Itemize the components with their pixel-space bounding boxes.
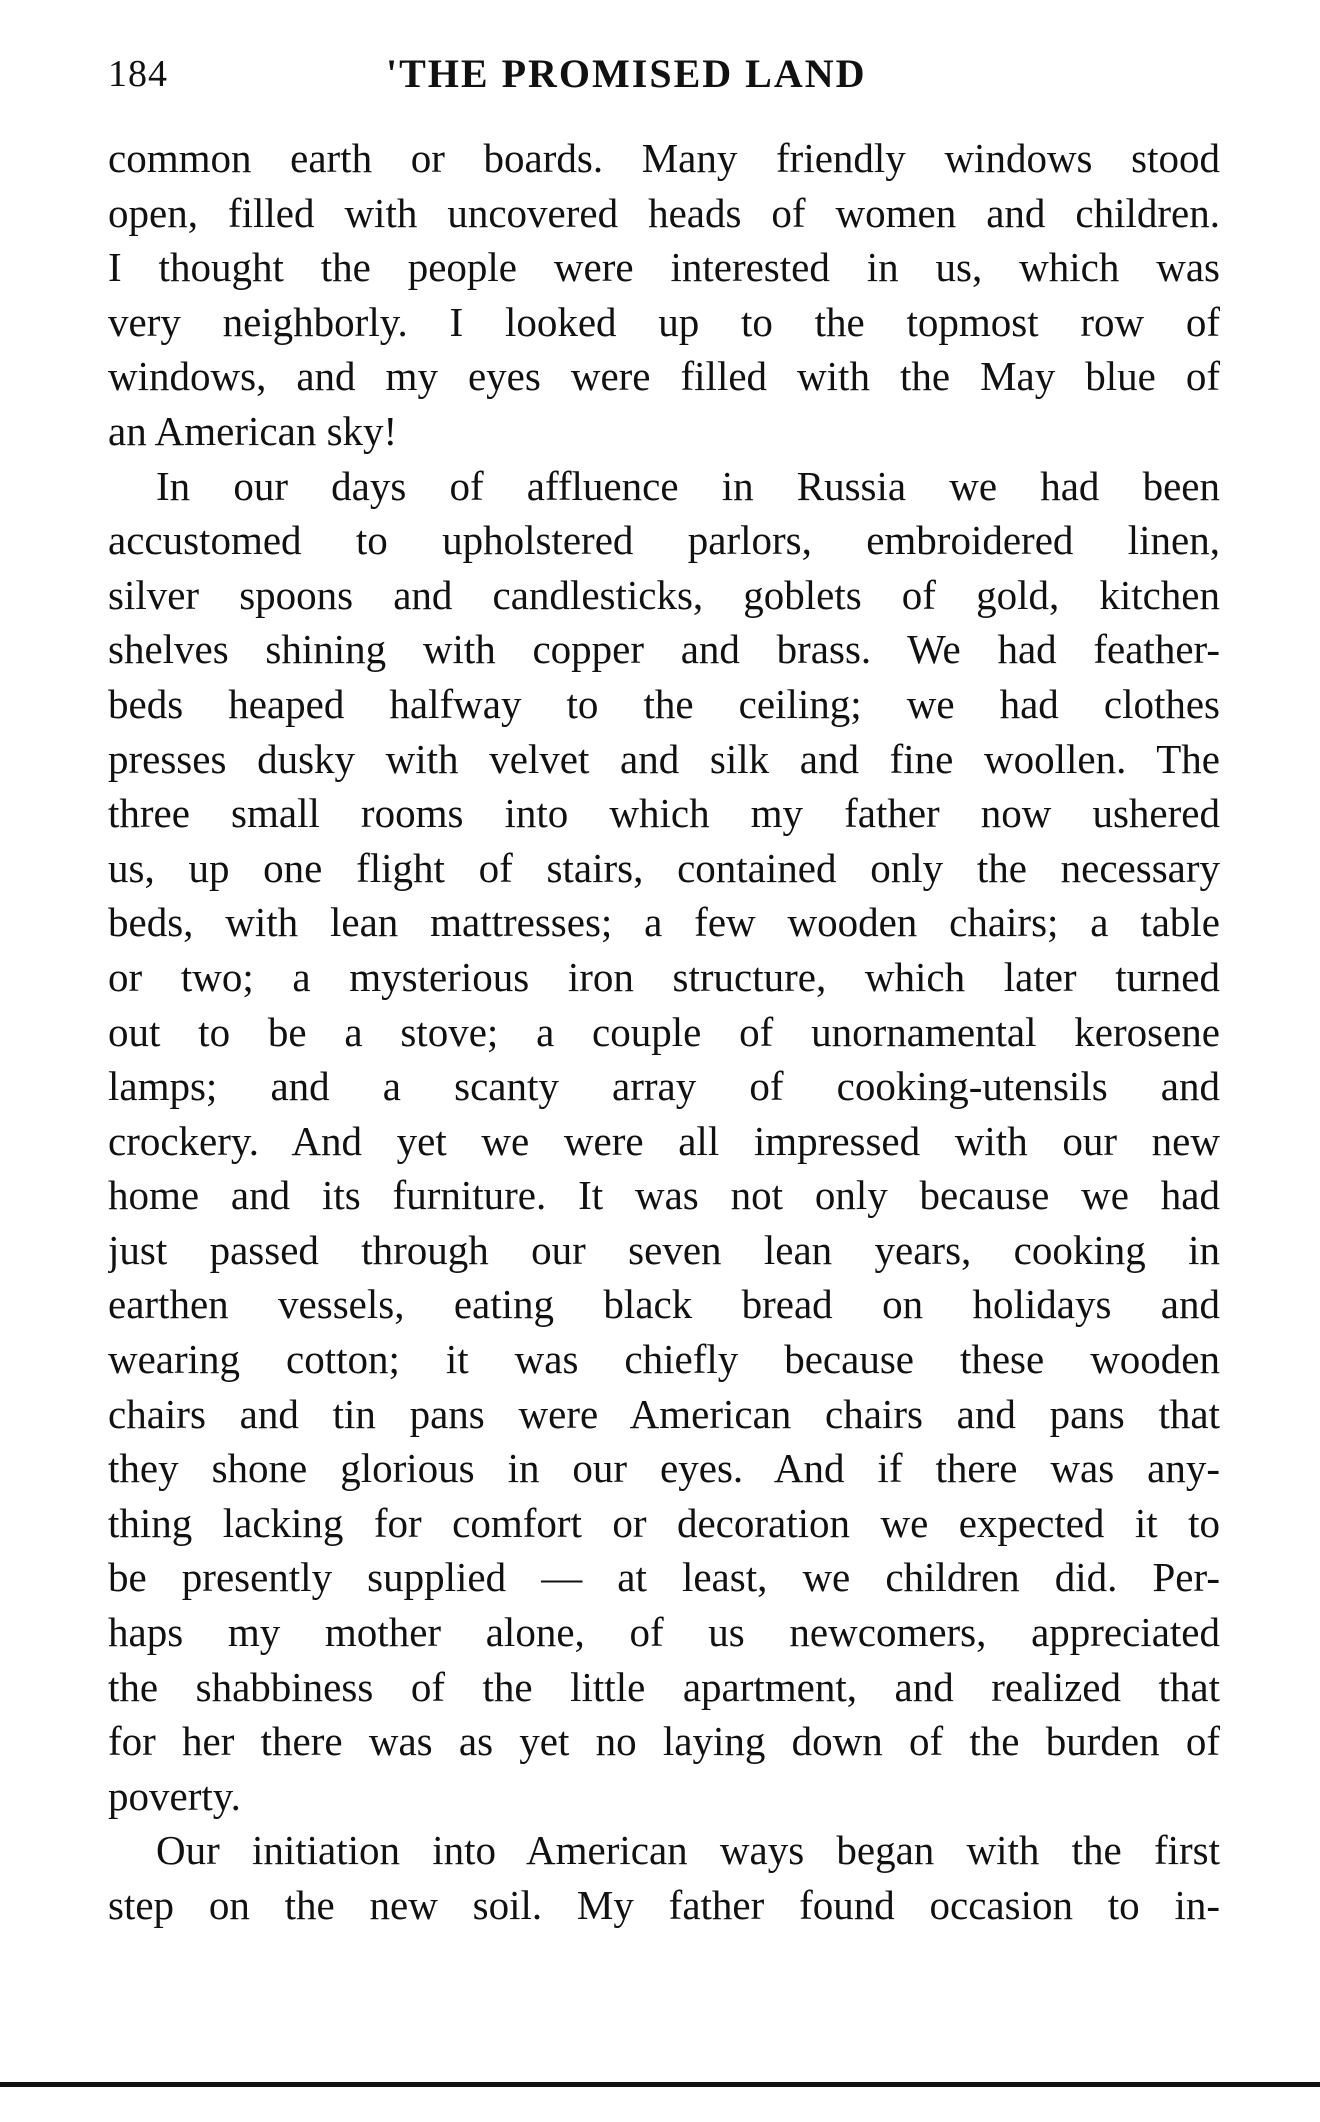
text-line: accustomed to upholstered parlors, embroidered linen,: [108, 517, 1220, 564]
text-line: three small rooms into which my father now ushered: [108, 790, 1220, 837]
text-line: beds, with lean mattresses; a few wooden chairs; a table: [108, 899, 1220, 946]
text-line: very neighborly. I looked up to the topmost row of: [108, 298, 1220, 345]
text-line: haps my mother alone, of us newcomers, appreciated: [108, 1609, 1220, 1656]
page-number: 184: [108, 53, 168, 95]
text-line: I thought the people were interested in us, which was: [108, 244, 1220, 291]
text-line: or two; a mysterious iron structure, which later turned: [108, 953, 1220, 1000]
text-line: just passed through our seven lean years, cooking in: [108, 1226, 1220, 1273]
text-line: silver spoons and candlesticks, goblets of gold, kitchen: [108, 571, 1220, 618]
text-line: crockery. And yet we were all impressed with our new: [108, 1117, 1220, 1164]
text-line: earthen vessels, eating black bread on holidays and: [108, 1281, 1220, 1328]
text-line: home and its furniture. It was not only because we had: [108, 1172, 1220, 1219]
text-line: windows, and my eyes were filled with the May blue of: [108, 353, 1220, 400]
text-line: us, up one flight of stairs, contained only the necessary: [108, 844, 1220, 891]
text-line: presses dusky with velvet and silk and fine woollen. The: [108, 735, 1220, 782]
text-line: wearing cotton; it was chiefly because these wooden: [108, 1336, 1220, 1383]
text-line: common earth or boards. Many friendly windows stood: [108, 135, 1220, 181]
text-line: chairs and tin pans were American chairs and pans that: [108, 1390, 1220, 1437]
running-title: 'THE PROMISED LAND: [386, 51, 867, 96]
text-line: out to be a stove; a couple of unornamental kerosene: [108, 1008, 1220, 1055]
text-line: be presently supplied — at least, we children did. Per-: [108, 1554, 1220, 1601]
body-text: [108, 131, 1220, 1933]
text-line: the shabbiness of the little apartment, and realized that: [108, 1663, 1220, 1710]
text-line: step on the new soil. My father found occasion to in-: [108, 1882, 1220, 1928]
text-line: they shone glorious in our eyes. And if there was any-: [108, 1445, 1220, 1492]
text-line: lamps; and a scanty array of cooking-utensils and: [108, 1063, 1220, 1110]
text-line: an American sky!: [108, 407, 398, 454]
text-line: In our days of affluence in Russia we had been: [156, 462, 1220, 509]
text-line: shelves shining with copper and brass. We had feather-: [108, 626, 1220, 673]
bottom-rule: [0, 2082, 1320, 2087]
text-line: poverty.: [108, 1772, 241, 1819]
text-line: for her there was as yet no laying down of the burden of: [108, 1718, 1220, 1765]
text-line: Our initiation into American ways began with the first: [156, 1827, 1220, 1874]
text-line: beds heaped halfway to the ceiling; we had clothes: [108, 680, 1220, 727]
page-header: [108, 44, 1228, 104]
text-line: thing lacking for comfort or decoration we expected it to: [108, 1499, 1220, 1546]
text-line: open, filled with uncovered heads of women and children.: [108, 189, 1220, 236]
